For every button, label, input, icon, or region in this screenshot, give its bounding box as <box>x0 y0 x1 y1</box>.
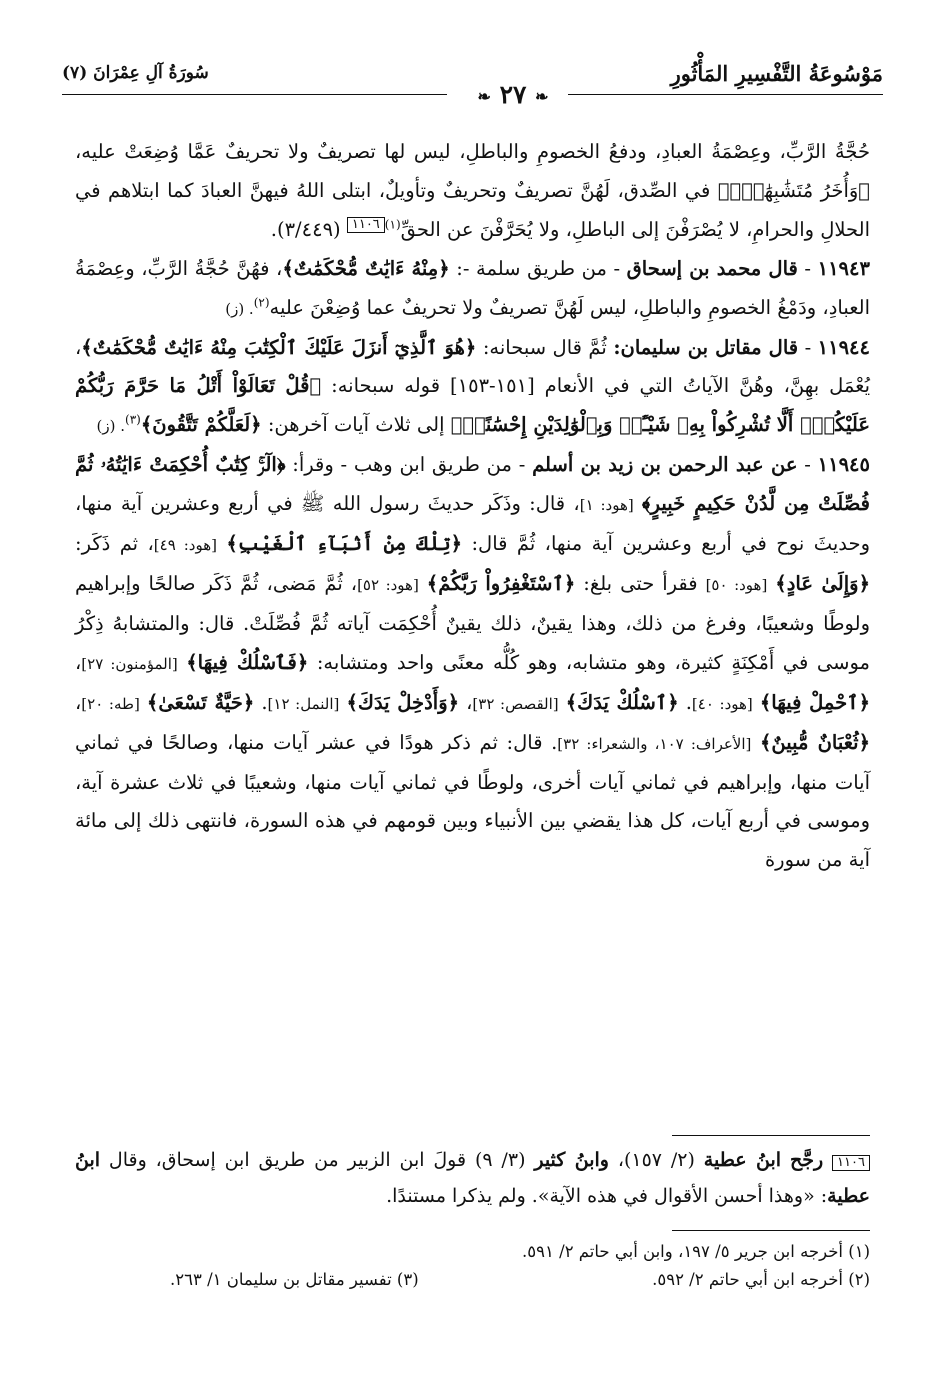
quran-quote: ﴿الٓرۚ كِتَٰبٌ أُحْكِمَتْ ءَايَٰتُهُۥ ثُمَّ فُصِّلَتْ مِن لَّدُنْ حَكِيمٍ خَبِيرٍ﴾ <box>75 453 870 516</box>
quran-quote: ﴿وَإِلَىٰ عَادٍ﴾ <box>775 571 870 595</box>
quran-quote: ﴿ثُعْبَانٌ مُّبِينٌ﴾ <box>759 730 870 754</box>
quran-quote: ﴿ٱسْلُكْ يَدَكَ﴾ <box>565 690 679 714</box>
header-rule-right <box>568 94 883 95</box>
quran-quote: ﴿فَٱسْلُكْ فِيهَا﴾ <box>186 650 309 674</box>
page-number-block <box>438 80 588 109</box>
commentary-separator <box>672 1135 870 1136</box>
commentary-paragraph <box>75 1142 870 1214</box>
narration-number: ١١٩٤٣ <box>817 256 870 280</box>
commentary-text: رجَّح <box>789 1149 824 1171</box>
source-reference: (٣/٤٤٩). <box>270 217 341 241</box>
narrator-name: قال محمد بن إسحاق <box>626 256 798 280</box>
verse-reference: [هود: ٤٠] <box>691 694 753 713</box>
quran-quote: ﴿مِنْهُ ءَايَٰتٌ مُّحْكَمَٰتٌ﴾ <box>282 256 450 280</box>
quran-quote: ﴿هُوَ ٱلَّذِيٓ أَنزَلَ عَلَيْكَ ٱلْكِتَٰبَ مِنْهُ ءَايَٰتٌ مُّحْكَمَٰتٌ﴾ <box>81 335 477 359</box>
narration-11945: ١١٩٤٥ - عن عبد الرحمن بن زيد بن أسلم - من طريق ابن وهب - وقرأ: ﴿الٓرۚ كِتَٰبٌ أُحْكِمَتْ ءَايَٰتُهُۥ ثُمَّ فُصِّلَتْ مِن لَّدُنْ حَكِيمٍ خَبِيرٍ﴾ [هود: ١]، قال: وذَكَر حديثَ رسول الله ﷺ في أربع وعشرين آية منها، وحديثَ نوح في أربع وعشرين آية منها، ثُمَّ قال: ﴿تِلْكَ مِنْ أَنۢبَآءِ ٱلْغَيْبِ﴾ [هود: ٤٩]، ثم ذَكَر: ﴿وَإِلَىٰ عَادٍ﴾ [هود: ٥٠] فقرأ حتى بلغ: ﴿ٱسْتَغْفِرُواْ رَبَّكُمْ﴾ [هود: ٥٢]، ثُمَّ مَضى، ثُمَّ ذَكَر صالحًا وإبراهيم ولوطًا وشعيبًا، وفرغ من ذلك، وهذا يقينٌ، ذلك يقينٌ أُحْكِمَت آياته ثُمَّ فُصِّلَتْ. قال: والمتشابهُ ذِكْرُ موسى في أَمْكِنَةٍ كثيرة، وهو متشابه، وهو كُلُّه معنًى واحد ومتشابه: ﴿فَٱسْلُكْ فِيهَا﴾ [المؤمنون: ٢٧]، ﴿ٱحْمِلْ فِيهَا﴾ [هود: ٤٠]. ﴿ٱسْلُكْ يَدَكَ﴾ [القصص: ٣٢]، ﴿وَأَدْخِلْ يَدَكَ﴾ [النمل: ١٢]. ﴿حَيَّةٌ تَسْعَىٰ﴾ [طه: ٢٠]، ﴿ثُعْبَانٌ مُّبِينٌ﴾ [الأعراف: ١٠٧، والشعراء: ٣٢]. قال: ثم ذكر هودًا في عشر آيات منها، وصالحًا في ثماني آيات منها، وإبراهيم في ثماني آيات أخرى، ولوطًا في ثماني آيات منها، وشعيبًا في ثلاث عشرة آية، وموسى في أربع آيات، كل هذا يقضي بين الأنبياء وبين قومهم في هذه السورة، فانتهى ذلك إلى مائة آية من سورة <box>75 453 871 872</box>
quran-quote: ﴿ٱسْتَغْفِرُواْ رَبَّكُمْ﴾ <box>426 571 576 595</box>
ornament-right-icon: ❧ <box>535 87 549 106</box>
footnote-1: (١) أخرجه ابن جرير ٥/ ١٩٧، وابن أبي حاتم ٢/ ٥٩١. <box>522 1242 870 1261</box>
narrator-name: عن عبد الرحمن بن زيد بن أسلم <box>532 453 798 477</box>
scholar-name: ابنُ عطية <box>703 1149 782 1171</box>
narration-number: ١١٩٤٥ <box>817 453 870 477</box>
verse-reference: [القصص: ٣٢] <box>472 694 559 713</box>
source-tag: . (ز) <box>96 417 126 436</box>
paragraph-continuation <box>75 133 870 250</box>
paragraph-text: - من طريق ابن وهب - وقرأ: <box>292 453 526 477</box>
narration-number: ١١٩٤٤ <box>817 335 871 359</box>
commentary-text: (٢/ ١٥٧)، <box>608 1149 695 1171</box>
paragraph-text: حُجَّةُ الرَّبِّ، وعِصْمَةُ العبادِ، ودفعُ الخصومِ والباطلِ، ليس لها تصريفٌ ولا تحريفٌ عَمَّا وُضِعَتْ عليه، ﴿وَأُخَرُ مُتَشَٰبِهَٰتٌۖ﴾ في الصِّدق، لَهُنَّ تصريفٌ وتحريفٌ وتأويلٌ، ابتلى اللهُ فيهنَّ العبادَ كما ابتلاهم في الحلالِ والحرامِ، لا يُصْرَفْنَ إلى الباطلِ، ولا يُحَرَّفْنَ عن الحقِّ <box>75 140 870 241</box>
paragraph-text: ، يُعْمَل بهِنَّ، وهُنَّ الآياتُ التي في الأنعام [١٥١-١٥٣] قوله سبحانه: <box>75 335 870 398</box>
verse-reference: [الأعراف: ١٠٧، والشعراء: ٣٢] <box>557 734 752 753</box>
verse-reference: [هود: ١] <box>579 496 634 515</box>
footnote-marker: (١) <box>384 217 401 232</box>
scholar-name: ابنُ عطية <box>75 1149 870 1207</box>
quran-quote: ﴿قُلْ تَعَالَوْاْ أَتْلُ مَا حَرَّمَ رَبُّكُمْ عَلَيْكُمْۖ أَلَّا تُشْرِكُواْ بِهِۦ شَيْـًٔاۖ وَبِٱلْوَٰلِدَيْنِ إِحْسَٰنًاۖ﴾ <box>75 374 870 437</box>
paragraph-text: ثُمَّ قال سبحانه: <box>482 335 607 359</box>
narrator-name: قال مقاتل بن سليمان: <box>613 335 799 359</box>
verse-reference: [هود: ٥٠] <box>705 575 768 594</box>
quran-quote: ﴿تِلْكَ مِنْ أَنۢبَآءِ ٱلْغَيْبِ﴾ <box>226 532 463 556</box>
footnote-2: (٢) أخرجه ابن أبي حاتم ٢/ ٥٩٢. <box>652 1270 870 1289</box>
paragraph-text: ، ثم ذَكَر: <box>75 532 154 556</box>
quran-quote: ﴿لَعَلَّكُمْ تَتَّقُونَ﴾ <box>140 413 262 437</box>
quran-quote: ﴿وَأَدْخِلْ يَدَكَ﴾ <box>346 690 460 714</box>
commentary-text: (٣/ ٩) قولَ ابن الزبير من طريق ابن إسحاق، وقال <box>108 1149 526 1171</box>
verse-reference: [النمل: ١٢] <box>267 694 340 713</box>
verse-reference: [هود: ٤٩] <box>153 536 217 555</box>
footnote-row <box>75 1266 870 1294</box>
book-title: مَوْسُوعَةُ التَّفْسِيرِ المَأْثُورِ <box>670 61 883 86</box>
quran-quote: ﴿ٱحْمِلْ فِيهَا﴾ <box>759 690 871 714</box>
commentary-number-box: ١١٠٦ <box>832 1155 870 1171</box>
paragraph-text: - من طريق سلمة -: <box>456 256 621 280</box>
paragraph-text: إلى ثلاث آيات آخرهن: <box>267 413 445 437</box>
paragraph-text: ، ثُمَّ مَضى، ثُمَّ ذَكَر صالحًا وإبراهيم ولوطًا وشعيبًا، وفرغ من ذلك، وهذا يقينٌ، ذلك يقينٌ أُحْكِمَت آياته ثُمَّ فُصِّلَتْ. قال: والمتشابهُ ذِكْرُ موسى في أَمْكِنَةٍ كثيرة، وهو متشابه، وهو كُلُّه معنًى واحد ومتشابه: <box>75 571 870 674</box>
paragraph-text: فقرأ حتى بلغ: <box>583 571 698 595</box>
paragraph-text: . قال: ثم ذكر هودًا في عشر آيات منها، وصالحًا في ثماني آيات منها، وإبراهيم في ثماني آيات أخرى، ولوطًا في ثماني آيات منها، وشعيبًا في ثلاث عشرة آية، وموسى في أربع آيات، كل هذا يقضي بين الأنبياء وبين قومهم في هذه السورة، فانتهى ذلك إلى مائة آية من سورة <box>75 730 870 872</box>
footnote-separator <box>672 1230 870 1231</box>
commentary-note <box>75 1142 870 1214</box>
footnote-marker: (٢) <box>253 295 270 310</box>
verse-reference: [المؤمنون: ٢٧] <box>81 654 178 673</box>
paragraph-text: ، فهُنَّ حُجَّةُ الرَّبِّ، وعِصْمَةُ العبادِ، ودَمْغُ الخصومِ والباطلِ، ليس لَهُنَّ تصريفٌ ولا تحريفٌ عما وُضِعْنَ عليه <box>75 256 870 319</box>
header-rule-left <box>62 94 447 95</box>
verse-reference: [هود: ٥٢] <box>357 575 419 594</box>
ornament-left-icon: ❧ <box>477 87 491 106</box>
commentary-reference-box: ١١٠٦ <box>347 217 385 233</box>
surah-title: سُورَةُ آلِ عِمْرَانَ (٧) <box>62 63 209 83</box>
page-header <box>62 55 883 115</box>
verse-reference: [طه: ٢٠] <box>81 694 140 713</box>
footnotes <box>75 1238 870 1294</box>
quran-quote: ﴿حَيَّةٌ تَسْعَىٰ﴾ <box>146 690 255 714</box>
main-text <box>75 133 870 880</box>
page-number: ٢٧ <box>499 80 527 109</box>
narration-11944: ١١٩٤٤ - قال مقاتل بن سليمان: ثُمَّ قال سبحانه: ﴿هُوَ ٱلَّذِيٓ أَنزَلَ عَلَيْكَ ٱلْكِتَٰبَ مِنْهُ ءَايَٰتٌ مُّحْكَمَٰتٌ﴾، يُعْمَل بهِنَّ، وهُنَّ الآياتُ التي في الأنعام [١٥١-١٥٣] قوله سبحانه: ﴿قُلْ تَعَالَوْاْ أَتْلُ مَا حَرَّمَ رَبُّكُمْ عَلَيْكُمْۖ أَلَّا تُشْرِكُواْ بِهِۦ شَيْـًٔاۖ وَبِٱلْوَٰلِدَيْنِ إِحْسَٰنًاۖ﴾ إلى ثلاث آيات آخرهن: ﴿لَعَلَّكُمْ تَتَّقُونَ﴾$^{(٣)}$. (ز) <box>75 335 871 437</box>
source-tag: . (ز) <box>225 299 254 318</box>
footnote-3: (٣) تفسير مقاتل بن سليمان ١/ ٢٦٣. <box>170 1270 419 1289</box>
scholar-name: وابنُ كثير <box>534 1149 609 1171</box>
footnote-marker: (٣) <box>125 412 141 427</box>
narration-11943: ١١٩٤٣ - قال محمد بن إسحاق - من طريق سلمة -: ﴿مِنْهُ ءَايَٰتٌ مُّحْكَمَٰتٌ﴾، فهُنَّ حُجَّةُ الرَّبِّ، وعِصْمَةُ العبادِ، ودَمْغُ الخصومِ والباطلِ، ليس لَهُنَّ تصريفٌ ولا تحريفٌ عما وُضِعْنَ عليه$^{(٢)}$. (ز) <box>75 256 870 319</box>
commentary-text: : «وهذا أحسن الأقوال في هذه الآية». ولم يذكرا مستندًا. <box>386 1185 828 1207</box>
paragraph-text: ، قال: وذَكَر حديثَ رسول الله ﷺ في أربع وعشرين آية منها، وحديثَ نوح في أربع وعشرين آية منها، ثُمَّ قال: <box>75 492 870 556</box>
